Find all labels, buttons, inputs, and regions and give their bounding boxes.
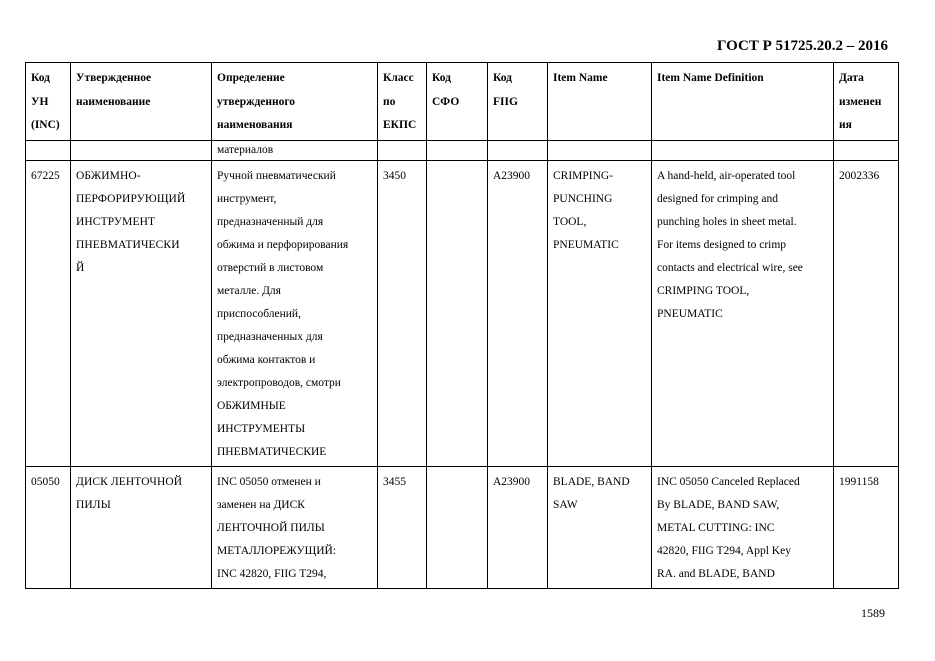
- table-cell: [834, 140, 899, 160]
- inc-cell: 67225: [26, 160, 71, 466]
- document-standard-header: ГОСТ Р 51725.20.2 – 2016: [716, 38, 888, 54]
- table-cell: [427, 140, 488, 160]
- table-cell: [26, 140, 71, 160]
- table-cell: материалов: [212, 140, 378, 160]
- col-header-change-date: Дата изменен ия: [834, 63, 899, 141]
- approved-name-cell: ДИСК ЛЕНТОЧНОЙ ПИЛЫ: [71, 466, 212, 588]
- table-cell: [548, 140, 652, 160]
- col-header-fiig-code: Код FIIG: [488, 63, 548, 141]
- item-name-definition-cell: A hand-held, air-operated tool designed for crimping and punching holes in sheet metal. For items designed to crimp contacts and electrical wire, see CRIMPING TOOL, PNEUMATIC: [652, 160, 834, 466]
- col-header-item-name: Item Name: [548, 63, 652, 141]
- definition-cell: Ручной пневматический инструмент, предназначенный для обжима и перфорирования отверстий в листовом металле. Для приспособлений, предназначенных для обжима контактов и электропроводов, смотри ОБЖИМНЫЕ ИНСТРУМЕНТЫ ПНЕВМАТИЧЕСКИЕ: [212, 160, 378, 466]
- item-name-cell: CRIMPING- PUNCHING TOOL, PNEUMATIC: [548, 160, 652, 466]
- table-header-row: [26, 63, 899, 141]
- col-header-inc: Код УН (INC): [26, 63, 71, 141]
- table-cell: [71, 140, 212, 160]
- table-continuation-row: [26, 140, 899, 160]
- ekps-class-cell: 3450: [378, 160, 427, 466]
- fiig-code-cell: A23900: [488, 466, 548, 588]
- change-date-cell: 2002336: [834, 160, 899, 466]
- col-header-approved-name: Утвержденное наименование: [71, 63, 212, 141]
- sfo-code-cell: [427, 160, 488, 466]
- ekps-class-cell: 3455: [378, 466, 427, 588]
- inc-cell: 05050: [26, 466, 71, 588]
- page-number: 1589: [861, 606, 885, 620]
- change-date-cell: 1991158: [834, 466, 899, 588]
- table-row: [26, 466, 899, 588]
- item-name-definition-cell: INC 05050 Canceled Replaced By BLADE, BAND SAW, METAL CUTTING: INC 42820, FIIG T294, Appl Key RA. and BLADE, BAND: [652, 466, 834, 588]
- fiig-code-cell: A23900: [488, 160, 548, 466]
- col-header-ekps-class: Класс по ЕКПС: [378, 63, 427, 141]
- table-row: [26, 160, 899, 466]
- definition-cell: INC 05050 отменен и заменен на ДИСК ЛЕНТОЧНОЙ ПИЛЫ МЕТАЛЛОРЕЖУЩИЙ: INC 42820, FIIG T294,: [212, 466, 378, 588]
- table-cell: [652, 140, 834, 160]
- sfo-code-cell: [427, 466, 488, 588]
- item-name-cell: BLADE, BAND SAW: [548, 466, 652, 588]
- approved-name-cell: ОБЖИМНО- ПЕРФОРИРУЮЩИЙ ИНСТРУМЕНТ ПНЕВМАТИЧЕСКИ Й: [71, 160, 212, 466]
- col-header-definition: Определение утвержденного наименования: [212, 63, 378, 141]
- table-cell: [488, 140, 548, 160]
- table-cell: [378, 140, 427, 160]
- col-header-item-name-definition: Item Name Definition: [652, 63, 834, 141]
- nomenclature-table: [25, 62, 899, 589]
- col-header-sfo-code: Код СФО: [427, 63, 488, 141]
